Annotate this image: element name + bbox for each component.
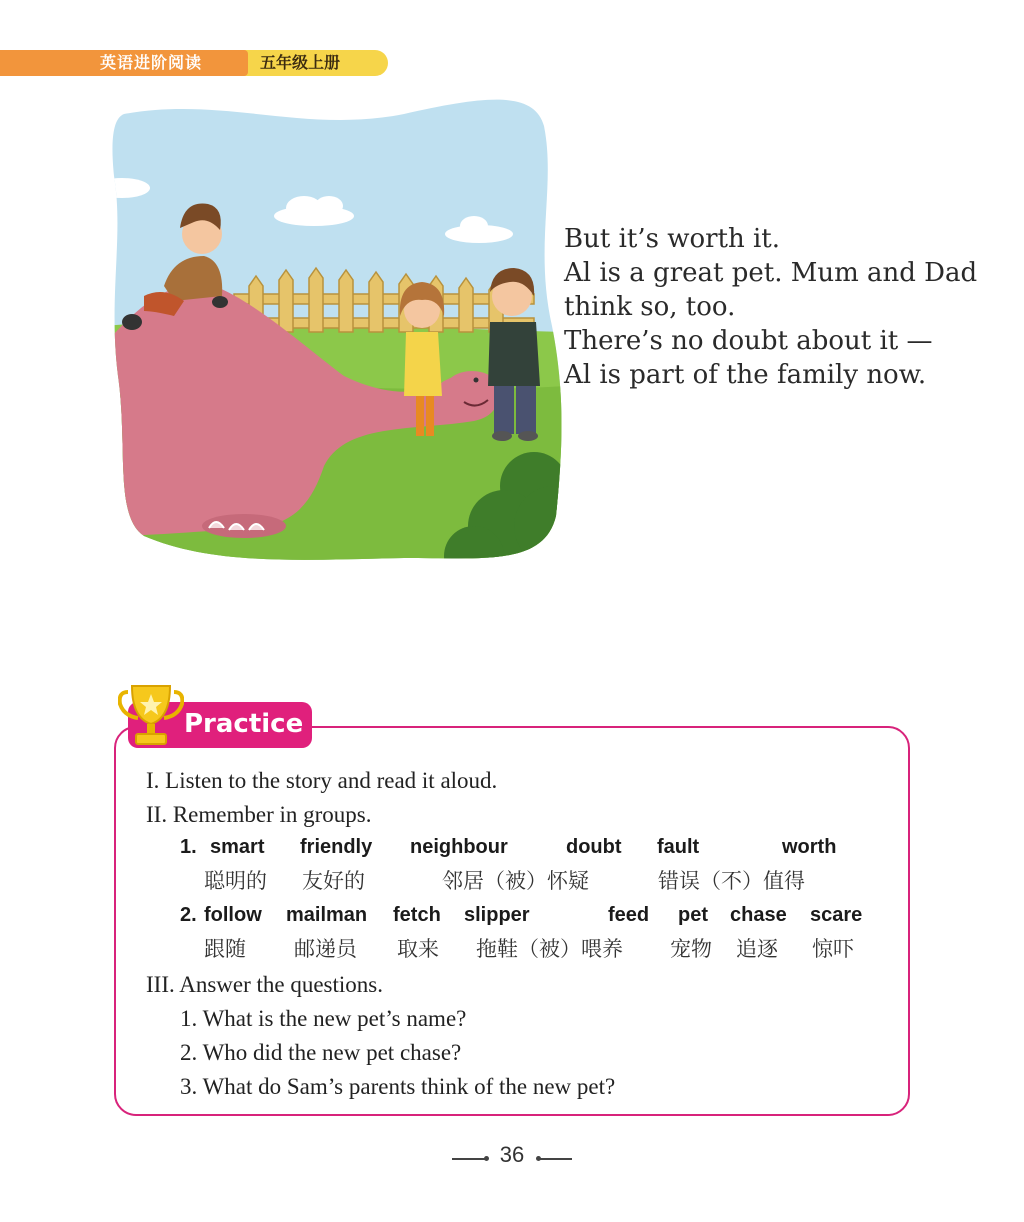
story-line: There’s no doubt about it — [564, 326, 933, 356]
vocab-word: chase [730, 904, 787, 926]
vocab-meaning: 聪明的 [204, 869, 267, 893]
vocab-word: fetch [393, 904, 441, 926]
vocab-meaning: 友好的 [302, 869, 365, 893]
story-line: But it’s worth it. [564, 224, 781, 254]
vocab-word: feed [608, 904, 650, 926]
vocab-word: follow [204, 904, 262, 926]
ribbon-notch [236, 50, 248, 76]
story-line: Al is part of the family now. [564, 360, 927, 390]
vocab-meaning: 取来 [397, 937, 439, 961]
instruction-1: I. Listen to the story and read it aloud. [146, 768, 498, 793]
vocab-word: scare [810, 904, 863, 926]
story-illustration [104, 96, 566, 566]
vocab-meaning: 惊吓 [812, 937, 854, 961]
vocab-word: doubt [566, 836, 622, 858]
question: 2. Who did the new pet chase? [180, 1040, 462, 1065]
vocab-word: smart [210, 836, 265, 858]
question: 1. What is the new pet’s name? [180, 1006, 467, 1031]
group-label: 2. [180, 904, 197, 926]
vocab-word: mailman [286, 904, 368, 926]
vocab-meaning: 邻居（被）怀疑 [442, 869, 589, 893]
vocab-word: fault [657, 836, 700, 858]
vocab-meaning: 拖鞋（被）喂养 [476, 937, 623, 961]
vocab-meaning: 跟随 [204, 937, 246, 961]
vocab-word: worth [782, 836, 837, 858]
vocab-meaning: 邮递员 [294, 937, 357, 961]
grade-label: 五年级上册 [238, 50, 388, 76]
group-label: 1. [180, 836, 197, 858]
vocab-word: slipper [464, 904, 530, 926]
vocab-word: neighbour [410, 836, 508, 858]
page-number-rule-right [538, 1158, 572, 1160]
practice-title: Practice [184, 709, 304, 739]
page-number: 36 [499, 1142, 525, 1167]
vocab-word: friendly [300, 836, 373, 858]
story-line: think so, too. [564, 292, 736, 322]
vocab-meaning: 错误（不）值得 [658, 869, 805, 893]
vocab-meaning: 宠物 [670, 937, 712, 961]
instruction-3: III. Answer the questions. [146, 972, 383, 997]
vocab-meaning: 追逐 [736, 937, 778, 961]
trophy-icon [118, 678, 184, 750]
story-line: Al is a great pet. Mum and Dad [564, 258, 978, 288]
header-ribbon [0, 50, 390, 76]
series-title: 英语进阶阅读 [0, 50, 248, 76]
instruction-2: II. Remember in groups. [146, 802, 372, 827]
vocab-word: pet [678, 904, 708, 926]
story-text [564, 222, 994, 392]
question: 3. What do Sam’s parents think of the new pet? [180, 1074, 616, 1099]
